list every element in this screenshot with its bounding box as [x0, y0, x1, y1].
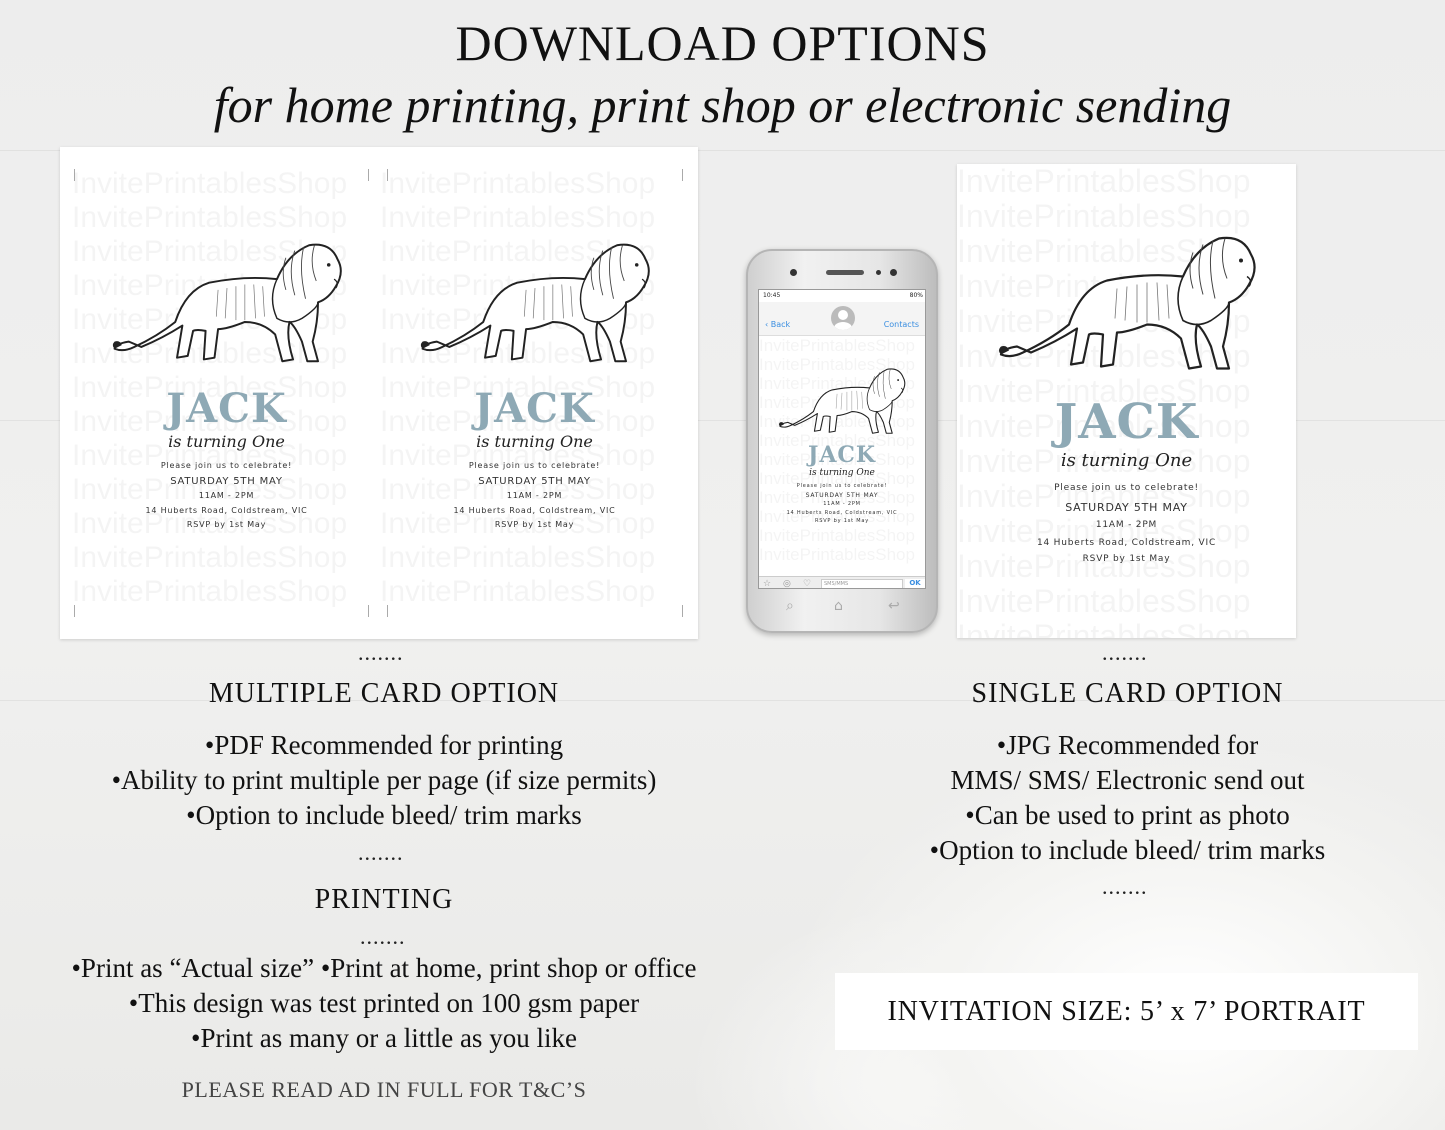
lion-illustration: [111, 235, 343, 367]
invite-tagline: is turning One: [809, 468, 875, 478]
single-card-title: SINGLE CARD OPTION: [971, 678, 1284, 709]
invite-content: [759, 364, 925, 524]
status-time: 10:45: [763, 292, 781, 299]
separator-dots: .......: [358, 840, 404, 865]
bullet-item: •Option to include bleed/ trim marks: [186, 800, 582, 830]
invite-name: JACK: [166, 385, 287, 432]
invite-line: Please join us to celebrate!: [468, 461, 601, 470]
invite-tagline: is turning One: [1060, 450, 1193, 471]
page-title: DOWNLOAD OPTIONS: [455, 15, 990, 71]
phone-hardware-keys: [758, 594, 926, 618]
back-button[interactable]: ‹ Back: [765, 320, 791, 329]
invite-date: SATURDAY 5TH MAY: [170, 476, 283, 487]
invite-rsvp: RSVP by 1st May: [814, 518, 870, 524]
bullet-item: •JPG Recommended for: [996, 730, 1259, 760]
invitation-size-label: [835, 973, 1418, 1050]
ok-button[interactable]: OK: [905, 579, 925, 589]
bullet-item: •Print as “Actual size” •Print at home, print shop or office: [71, 953, 697, 983]
lion-illustration: [419, 235, 651, 367]
invite-line: Please join us to celebrate!: [796, 483, 888, 489]
separator-dots: .......: [1102, 874, 1148, 899]
camera-icon: [790, 269, 797, 276]
invite-date: SATURDAY 5TH MAY: [478, 476, 591, 487]
multiple-card-title: MULTIPLE CARD OPTION: [208, 678, 560, 709]
lion-illustration: [778, 364, 906, 436]
message-input-bar: [759, 576, 926, 589]
invite-content: [72, 235, 381, 529]
bullet-item: •This design was test printed on 100 gsm paper: [128, 988, 640, 1018]
page-subtitle: for home printing, print shop or electronic sending: [213, 77, 1232, 133]
multiple-card-bullets: [20, 728, 748, 833]
invite-name: JACK: [1054, 394, 1199, 450]
invite-address: 14 Huberts Road, Coldstream, VIC: [145, 506, 308, 515]
invite-address: 14 Huberts Road, Coldstream, VIC: [786, 510, 898, 516]
size-text: INVITATION SIZE: 5’ x 7’ PORTRAIT: [887, 995, 1366, 1027]
separator-dots: .......: [1102, 640, 1148, 665]
invite-line: Please join us to celebrate!: [160, 461, 293, 470]
invite-name: JACK: [807, 442, 877, 468]
bullet-item: •Ability to print multiple per page (if size permits): [111, 765, 657, 795]
star-icon[interactable]: ☆: [763, 579, 772, 589]
bullet-item: •Can be used to print as photo: [965, 800, 1290, 830]
invite-rsvp: RSVP by 1st May: [1082, 554, 1171, 564]
front-camera-icon: [890, 269, 897, 276]
invitation-card: [380, 167, 689, 615]
message-nav-bar: [759, 302, 926, 336]
invite-content: [957, 226, 1296, 564]
invitation-card: [72, 167, 381, 615]
status-bar: [759, 290, 926, 302]
search-icon[interactable]: ⌕: [786, 598, 794, 614]
printing-bullets: [20, 951, 748, 1056]
single-card-bullets: [820, 728, 1435, 868]
contacts-button[interactable]: Contacts: [883, 320, 919, 329]
invite-tagline: is turning One: [476, 432, 593, 451]
invite-time: 11AM - 2PM: [198, 491, 255, 500]
invite-time: 11AM - 2PM: [1095, 520, 1158, 530]
invite-rsvp: RSVP by 1st May: [186, 520, 267, 529]
invite-time: 11AM - 2PM: [823, 501, 861, 507]
status-battery: 80%: [909, 292, 923, 299]
invite-time: 11AM - 2PM: [506, 491, 563, 500]
invite-date: SATURDAY 5TH MAY: [805, 492, 879, 499]
invite-name: JACK: [474, 385, 595, 432]
invite-tagline: is turning One: [168, 432, 285, 451]
printing-title: PRINTING: [314, 884, 454, 915]
multiple-card-sheet: [60, 147, 698, 639]
back-arrow-icon[interactable]: ↩: [888, 598, 900, 614]
phone-mockup: [746, 249, 938, 633]
lion-illustration: [997, 226, 1257, 376]
invite-date: SATURDAY 5TH MAY: [1065, 501, 1188, 514]
camera-icon[interactable]: ◎: [783, 579, 791, 589]
single-card: [957, 164, 1296, 638]
bullet-item: •PDF Recommended for printing: [204, 730, 564, 760]
invite-content: [380, 235, 689, 529]
message-input[interactable]: SMS/MMS: [821, 579, 903, 589]
invite-address: 14 Huberts Road, Coldstream, VIC: [453, 506, 616, 515]
sensor-icon: [876, 270, 881, 275]
bullet-item: •Option to include bleed/ trim marks: [929, 835, 1326, 865]
heart-icon[interactable]: ♡: [803, 579, 812, 589]
separator-dots: .......: [358, 640, 404, 665]
phone-screen: [758, 289, 926, 589]
speaker-grille: [826, 270, 864, 275]
invite-address: 14 Huberts Road, Coldstream, VIC: [1036, 538, 1217, 548]
terms-footnote: PLEASE READ AD IN FULL FOR T&C’S: [181, 1077, 587, 1102]
home-icon[interactable]: ⌂: [834, 598, 843, 614]
bullet-item: MMS/ SMS/ Electronic send out: [950, 765, 1305, 795]
contact-avatar-icon[interactable]: [831, 306, 855, 330]
invite-rsvp: RSVP by 1st May: [494, 520, 575, 529]
separator-dots: .......: [360, 924, 406, 949]
bullet-item: •Print as many or a little as you like: [191, 1023, 577, 1053]
invite-line: Please join us to celebrate!: [1054, 483, 1199, 493]
